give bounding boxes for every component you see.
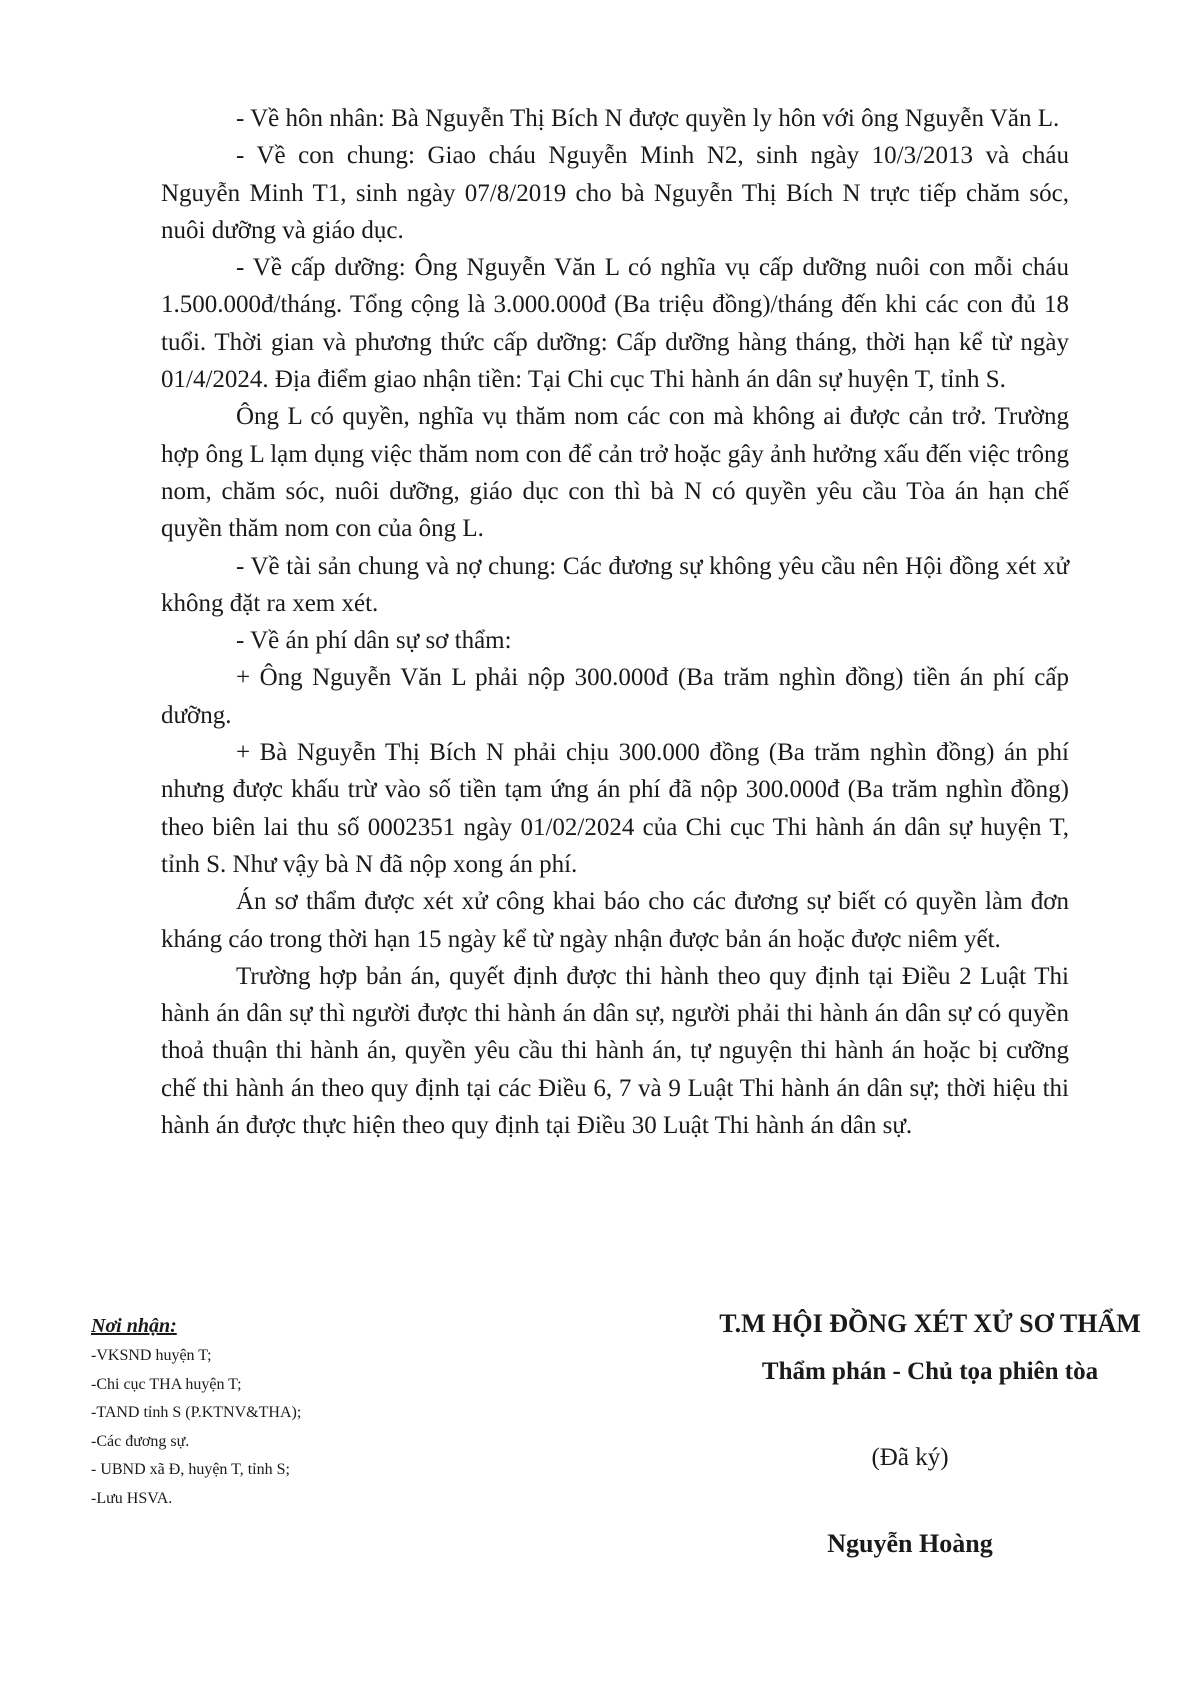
signature-role: Thẩm phán - Chủ tọa phiên tòa — [761, 1358, 1099, 1385]
recipient-item: -Các đương sự. — [91, 1432, 190, 1450]
recipient-item: -TAND tỉnh S (P.KTNV&THA); — [91, 1404, 302, 1422]
recipient-item: -Chi cục THA huyện T; — [91, 1375, 242, 1393]
recipient-item: -Lưu HSVA. — [91, 1489, 173, 1507]
signature-block — [690, 1304, 1170, 1564]
paragraph-children: - Về con chung: Giao cháu Nguyễn Minh N2, sinh ngày 10/3/2013 và cháu Nguyễn Minh T1, sinh ngày 07/8/2019 cho bà Nguyễn Thị Bích N trực tiếp chăm sóc, nuôi dưỡng và giáo dục. — [161, 142, 1069, 244]
paragraph-child-support: - Về cấp dưỡng: Ông Nguyễn Văn L có nghĩa vụ cấp dưỡng nuôi con mỗi cháu 1.500.000đ/tháng. Tổng cộng là 3.000.000đ (Ba triệu đồng)/tháng đến khi các con đủ 18 tuổi. Thời gian và phương thức cấp dưỡng: Cấp dưỡng hàng tháng, thời hạn kể từ ngày 01/4/2024. Địa điểm giao nhận tiền: Tại Chi cục Thi hành án dân sự huyện T, tỉnh S. — [161, 254, 1069, 394]
paragraph-appeal-rights: Án sơ thẩm được xét xử công khai báo cho các đương sự biết có quyền làm đơn kháng cáo trong thời hạn 15 ngày kể từ ngày nhận được bản án hoặc được niêm yết. — [161, 888, 1069, 953]
paragraph-visitation: Ông L có quyền, nghĩa vụ thăm nom các con mà không ai được cản trở. Trường hợp ông L lạm dụng việc thăm nom con để cản trở hoặc gây ảnh hưởng xấu đến việc trông nom, chăm sóc, nuôi dưỡng, giáo dục con thì bà N có quyền yêu cầu Tòa án hạn chế quyền thăm nom con của ông L. — [161, 403, 1069, 543]
paragraph-fee-mr-l: + Ông Nguyễn Văn L phải nộp 300.000đ (Ba trăm nghìn đồng) tiền án phí cấp dưỡng. — [161, 664, 1069, 729]
recipient-item: - UBND xã Đ, huyện T, tỉnh S; — [91, 1461, 290, 1479]
paragraph-property: - Về tài sản chung và nợ chung: Các đương sự không yêu cầu nên Hội đồng xét xử không đặt ra xem xét. — [161, 552, 1069, 617]
recipient-item: -VKSND huyện T; — [91, 1347, 212, 1364]
paragraph-court-fees-heading: - Về án phí dân sự sơ thẩm: — [236, 627, 512, 655]
paragraph-enforcement: Trường hợp bản án, quyết định được thi hành theo quy định tại Điều 2 Luật Thi hành án dân sự thì người được thi hành án dân sự, người phải thi hành án dân sự có quyền thoả thuận thi hành án, quyền yêu cầu thi hành án, tự nguyện thi hành án hoặc bị cưỡng chế thi hành án theo quy định tại các Điều 6, 7 và 9 Luật Thi hành án dân sự; thời hiệu thi hành án được thực hiện theo quy định tại Điều 30 Luật Thi hành án dân sự. — [161, 962, 1069, 1140]
recipients-block — [91, 1310, 471, 1514]
recipients-title: Nơi nhận: — [91, 1315, 177, 1337]
paragraph-marriage: - Về hôn nhân: Bà Nguyễn Thị Bích N được quyền ly hôn với ông Nguyễn Văn L. — [236, 105, 1060, 132]
judgment-body — [161, 100, 1069, 1144]
signature-status: (Đã ký) — [871, 1444, 949, 1471]
paragraph-fee-ms-n: + Bà Nguyễn Thị Bích N phải chịu 300.000 đồng (Ba trăm nghìn đồng) án phí nhưng được khấu trừ vào số tiền tạm ứng án phí đã nộp 300.000đ (Ba trăm nghìn đồng) theo biên lai thu số 0002351 ngày 01/02/2024 của Chi cục Thi hành án dân sự huyện T, tỉnh S. Như vậy bà N đã nộp xong án phí. — [161, 739, 1069, 878]
signature-organization: T.M HỘI ĐỒNG XÉT XỬ SƠ THẨM — [719, 1309, 1141, 1338]
signer-name: Nguyễn Hoàng — [827, 1529, 993, 1558]
